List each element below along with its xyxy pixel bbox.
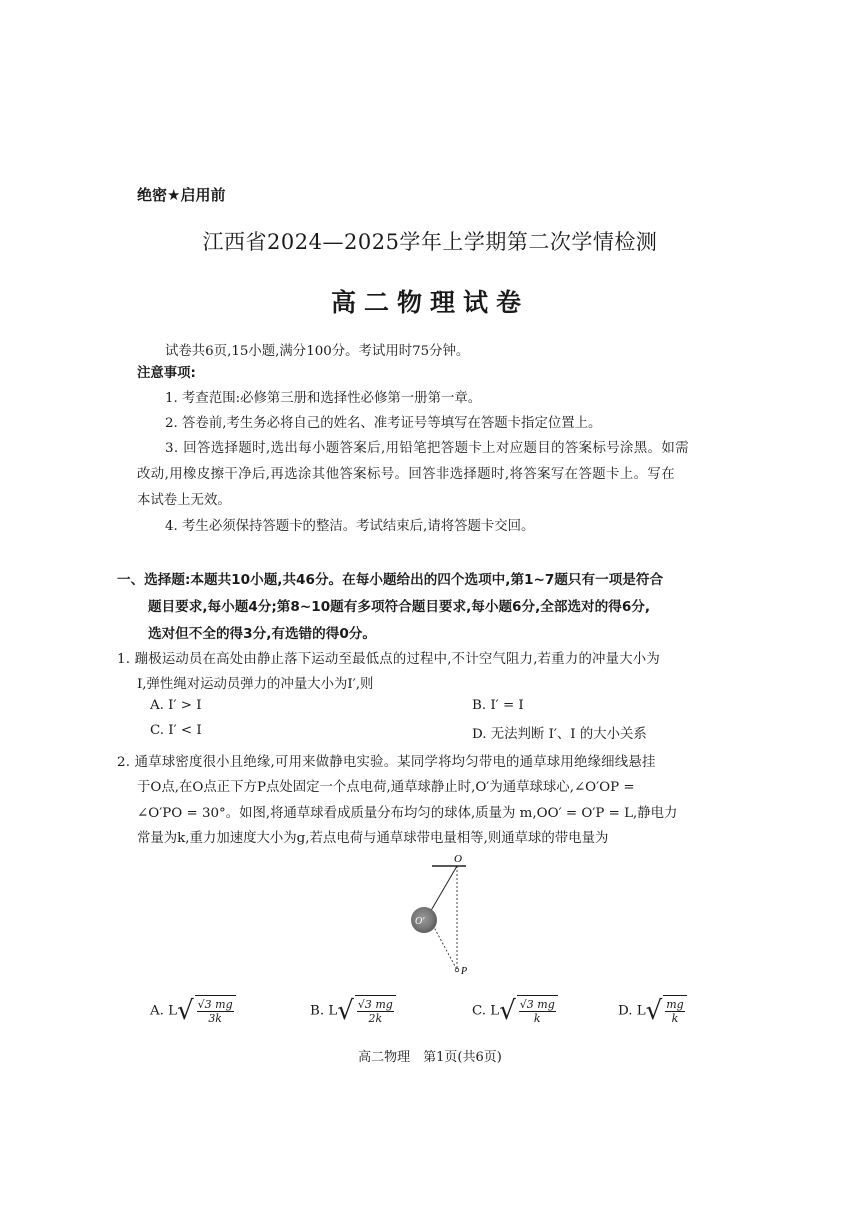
label-p: P bbox=[461, 966, 468, 977]
q2-figure bbox=[400, 850, 490, 985]
q1-stem-line-1: 1. 蹦极运动员在高处由静止落下运动至最低点的过程中,不计空气阻力,若重力的冲量大小为 bbox=[117, 652, 660, 667]
q1-option-c: C. I′ < I bbox=[150, 723, 202, 738]
label-o: O bbox=[454, 853, 462, 865]
note-3-line-2: 改动,用橡皮擦干净后,再选涂其他答案标号。回答非选择题时,将答案写在答题卡上。写在 bbox=[137, 467, 676, 482]
label-o-prime: O′ bbox=[415, 916, 425, 927]
q2-option-a: A. L√ $\frac{√3 mg}{3k}$ bbox=[150, 995, 236, 1027]
q2-option-b: B. L√ $\frac{√3 mg}{2k}$ bbox=[310, 995, 396, 1027]
note-3-line-3: 本试卷上无效。 bbox=[137, 493, 231, 508]
q2-stem-line-3: ∠O′PO = 30°。如图,将通草球看成质量分布均匀的球体,质量为 m,OO′ = O′P = L,静电力 bbox=[137, 806, 678, 821]
note-2: 2. 答卷前,考生务必将自己的姓名、准考证号等填写在答题卡指定位置上。 bbox=[165, 416, 602, 431]
confidential-mark: 绝密★启用前 bbox=[137, 186, 226, 204]
paper-title: 高二物理试卷 bbox=[330, 288, 529, 317]
q1-option-b: B. I′ = I bbox=[472, 698, 524, 713]
q2-option-c: C. L√ $\frac{√3 mg}{k}$ bbox=[472, 995, 558, 1027]
note-3-line-1: 3. 回答选择题时,选出每小题答案后,用铅笔把答题卡上对应题目的答案标号涂黑。如需 bbox=[165, 441, 690, 456]
notes-heading: 注意事项: bbox=[137, 366, 196, 381]
q2-stem-line-2: 于O点,在O点正下方P点处固定一个点电荷,通草球静止时,O′为通草球球心,∠O′OP = bbox=[137, 780, 635, 795]
thread-line bbox=[429, 866, 457, 914]
q2-option-d: D. L√ $\frac{mg}{k}$ bbox=[618, 995, 687, 1027]
section-1-heading-line-2: 题目要求,每小题4分;第8~10题有多项符合题目要求,每小题6分,全部选对的得6分, bbox=[148, 599, 651, 615]
paper-summary: 试卷共6页,15小题,满分100分。考试用时75分钟。 bbox=[165, 344, 470, 359]
q1-option-d: D. 无法判断 I′、I 的大小关系 bbox=[472, 727, 647, 742]
note-1: 1. 考查范围:必修第三册和选择性必修第一册第一章。 bbox=[165, 391, 482, 406]
note-4: 4. 考生必须保持答题卡的整洁。考试结束后,请将答题卡交回。 bbox=[165, 519, 535, 534]
section-1-heading-line-3: 选对但不全的得3分,有选错的得0分。 bbox=[148, 626, 376, 642]
q1-stem-line-2: I,弹性绳对运动员弹力的冲量大小为I′,则 bbox=[137, 677, 374, 692]
exam-title: 江西省2024—2025学年上学期第二次学情检测 bbox=[202, 230, 658, 254]
q2-stem-line-1: 2. 通草球密度很小且绝缘,可用来做静电实验。某同学将均匀带电的通草球用绝缘细线悬挂 bbox=[117, 755, 656, 770]
page-footer: 高二物理 第1页(共6页) bbox=[358, 1050, 502, 1065]
q1-option-a: A. I′ > I bbox=[150, 698, 202, 713]
section-1-heading-line-1: 一、选择题:本题共10小题,共46分。在每小题给出的四个选项中,第1~7题只有一项是符合 bbox=[117, 572, 664, 588]
point-charge bbox=[455, 968, 459, 972]
q2-stem-line-4: 常量为k,重力加速度大小为g,若点电荷与通草球带电量相等,则通草球的带电量为 bbox=[137, 831, 609, 846]
